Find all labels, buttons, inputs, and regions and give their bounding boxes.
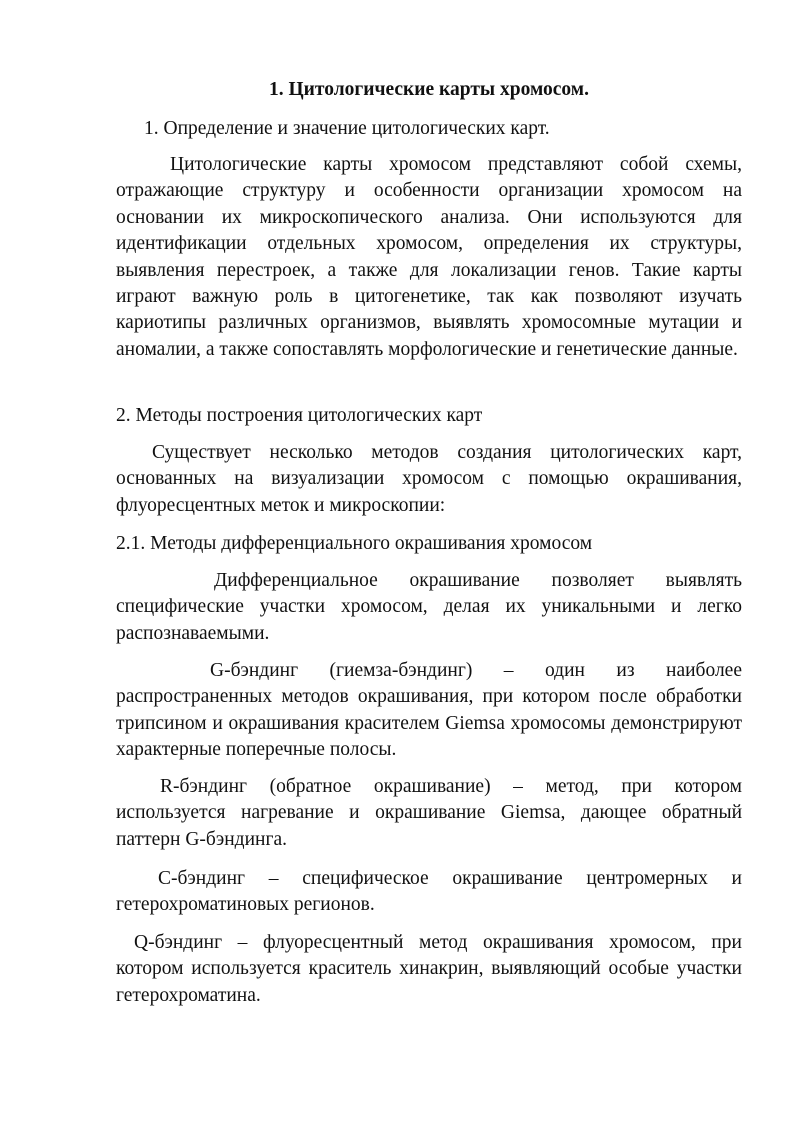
subsection-2-1-paragraph: Дифференциальное окрашивание позволяет выявлять специфические участки хромосом, делая их уникальными и легко распознаваемыми. xyxy=(116,570,742,644)
r-banding-paragraph: R-бэндинг (обратное окрашивание) – метод, при котором используется нагревание и окрашивание Giemsa, дающее обратный паттерн G-бэндинга. xyxy=(116,776,742,850)
section-2-paragraph: Существует несколько методов создания цитологических карт, основанных на визуализации хромосом с помощью окрашивания, флуоресцентных меток и микроскопии: xyxy=(116,442,742,516)
q-banding-paragraph: Q-бэндинг – флуоресцентный метод окрашивания хромосом, при котором используется краситель хинакрин, выявляющий особые участки гетерохроматина. xyxy=(116,932,742,1006)
section-2-heading: 2. Методы построения цитологических карт xyxy=(116,405,483,426)
g-banding-paragraph: G-бэндинг (гиемза-бэндинг) – один из наиболее распространенных методов окрашивания, при котором после обработки трипсином и окрашивания красителем Giemsa хромосомы демонстрируют характерные поперечные полосы. xyxy=(116,660,742,761)
section-1-heading: 1. Определение и значение цитологических карт. xyxy=(144,118,550,139)
page-title: 1. Цитологические карты хромосом. xyxy=(269,79,589,100)
c-banding-paragraph: C-бэндинг – специфическое окрашивание центромерных и гетерохроматиновых регионов. xyxy=(116,868,742,916)
section-1-paragraph: Цитологические карты хромосом представляют собой схемы, отражающие структуру и особенности организации хромосом на основании их микроскопического анализа. Они используются для идентификации отдельных хромосом, определения их структуры, выявления перестроек, а также для локализации генов. Такие карты играют важную роль в цитогенетике, так как позволяют изучать кариотипы различных организмов, выявлять хромосомные мутации и аномалии, а также сопоставлять морфологические и генетические данные. xyxy=(116,154,742,360)
subsection-2-1-heading: 2.1. Методы дифференциального окрашивания хромосом xyxy=(116,533,593,554)
